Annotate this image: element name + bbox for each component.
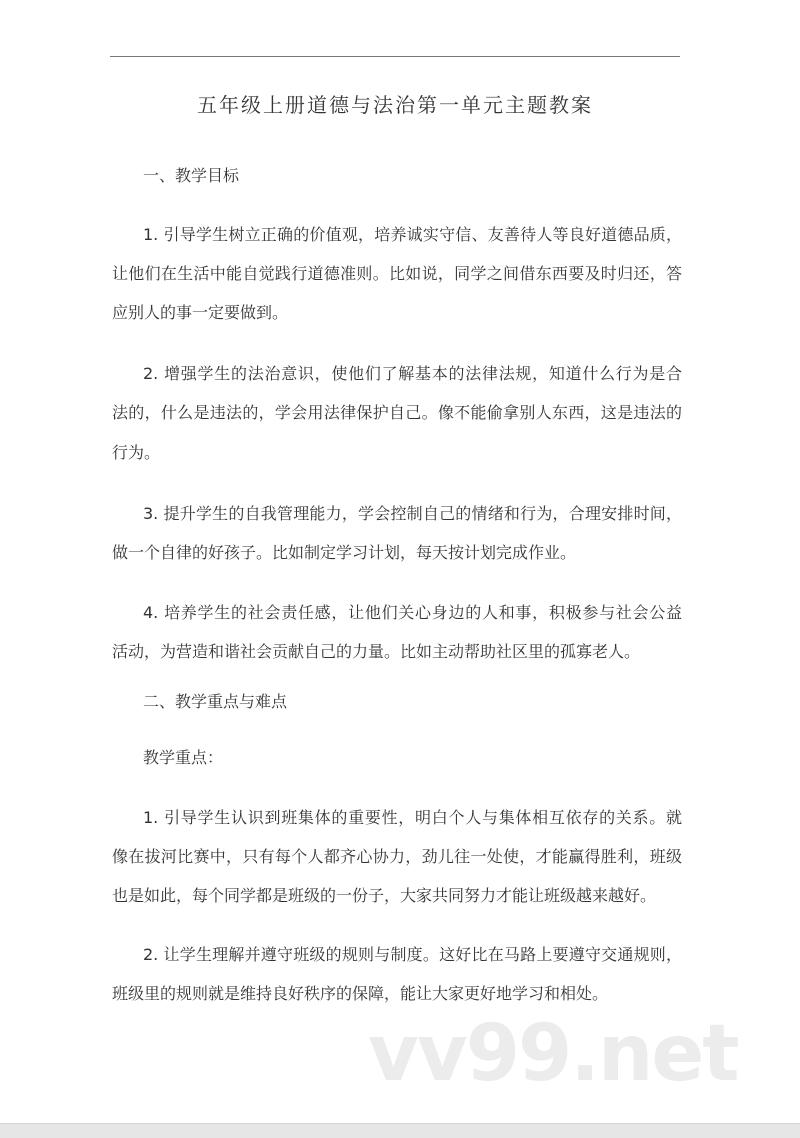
goal-1-line-2: 让他们在生活中能自觉践行道德准则。比如说，同学之间借东西要及时归还，答 bbox=[112, 264, 682, 283]
header-rule bbox=[110, 56, 680, 57]
goal-4-line-2: 活动，为营造和谐社会贡献自己的力量。比如主动帮助社区里的孤寡老人。 bbox=[112, 642, 641, 661]
key-point-1-line-1: 1. 引导学生认识到班集体的重要性，明白个人与集体相互依存的关系。就 bbox=[143, 808, 682, 827]
key-point-1-line-3: 也是如此，每个同学都是班级的一份子，大家共同努力才能让班级越来越好。 bbox=[112, 886, 657, 905]
goal-2-line-2: 法的，什么是违法的，学会用法律保护自己。像不能偷拿别人东西，这是违法的 bbox=[112, 403, 682, 422]
watermark: vv99.net bbox=[368, 1009, 738, 1099]
goal-2-line-3: 行为。 bbox=[112, 443, 161, 462]
document-title: 五年级上册道德与法治第一单元主题教案 bbox=[197, 93, 593, 117]
goal-3-line-1: 3. 提升学生的自我管理能力，学会控制自己的情绪和行为，合理安排时间， bbox=[143, 504, 682, 523]
goal-2-line-1: 2. 增强学生的法治意识，使他们了解基本的法律法规，知道什么行为是合 bbox=[143, 364, 682, 383]
key-point-1-line-2: 像在拔河比赛中，只有每个人都齐心协力，劲儿往一处使，才能赢得胜利，班级 bbox=[112, 847, 682, 866]
goal-1-line-1: 1. 引导学生树立正确的价值观，培养诚实守信、友善待人等良好道德品质， bbox=[143, 225, 682, 244]
key-point-2-line-1: 2. 让学生理解并遵守班级的规则与制度。这好比在马路上要遵守交通规则， bbox=[143, 945, 682, 964]
key-point-2-line-2: 班级里的规则就是维持良好秩序的保障，能让大家更好地学习和相处。 bbox=[112, 984, 609, 1003]
subheading: 教学重点： bbox=[143, 748, 224, 767]
goal-1-line-3: 应别人的事一定要做到。 bbox=[112, 303, 289, 322]
section-heading: 一、教学目标 bbox=[143, 166, 240, 185]
goal-4-line-1: 4. 培养学生的社会责任感，让他们关心身边的人和事，积极参与社会公益 bbox=[143, 603, 682, 622]
section-heading: 二、教学重点与难点 bbox=[143, 692, 288, 711]
page-gap bbox=[0, 1123, 800, 1138]
goal-3-line-2: 做一个自律的好孩子。比如制定学习计划，每天按计划完成作业。 bbox=[112, 543, 577, 562]
